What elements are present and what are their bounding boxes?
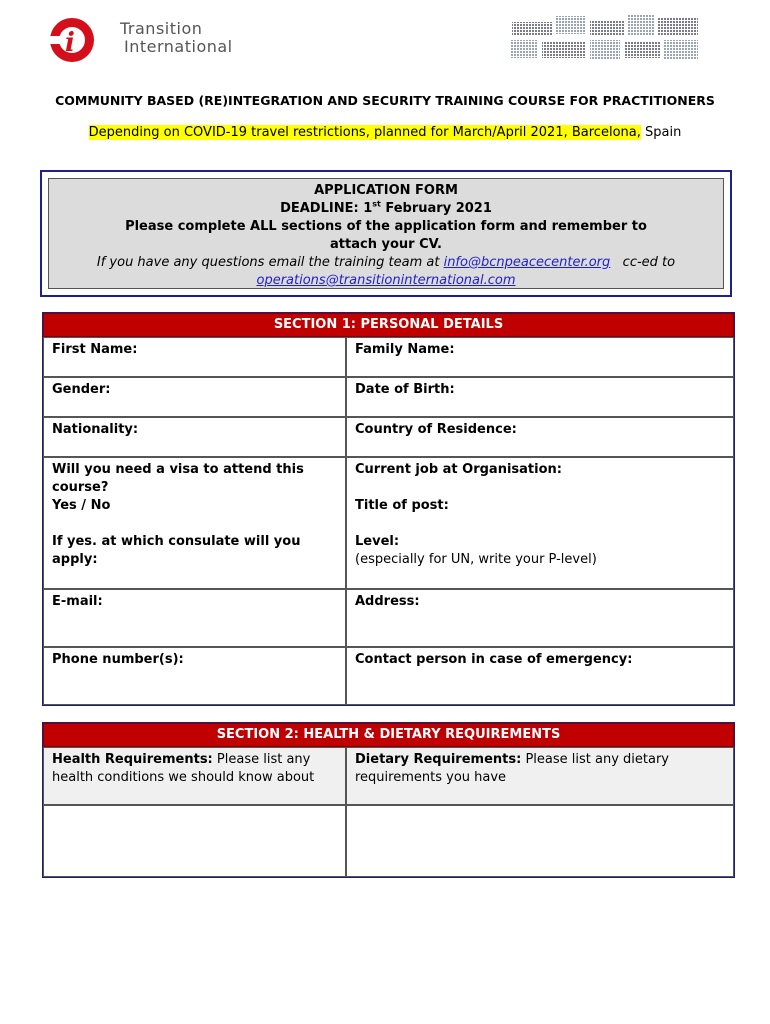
dob-label: Date of Birth: — [355, 382, 455, 397]
course-subtitle — [0, 125, 770, 140]
emergency-label: Contact person in case of emergency: — [355, 652, 633, 667]
contact-cc: cc-ed to — [610, 255, 676, 270]
partner-logo-icon — [508, 12, 704, 66]
diet-text: Please list any dietary requirements you have — [355, 752, 669, 785]
application-info-box — [40, 170, 732, 297]
gender-field[interactable] — [43, 377, 346, 417]
section2-health-dietary — [42, 722, 735, 878]
address-field[interactable] — [346, 589, 734, 647]
email-field[interactable] — [43, 589, 346, 647]
nationality-label: Nationality: — [52, 422, 139, 437]
section1-personal-details — [42, 312, 735, 706]
first-name-field[interactable] — [43, 337, 346, 377]
section2-header: SECTION 2: HEALTH & DIETARY REQUIREMENTS — [43, 723, 734, 747]
level-label: Level: — [355, 534, 400, 549]
dob-field[interactable] — [346, 377, 734, 417]
residence-label: Country of Residence: — [355, 422, 517, 437]
instruction: Please complete ALL sections of the application form and remember to attach your CV. — [125, 219, 647, 252]
deadline — [49, 200, 723, 218]
title-post-label: Title of post: — [355, 498, 449, 513]
section1-header: SECTION 1: PERSONAL DETAILS — [43, 313, 734, 337]
cc-line — [49, 272, 723, 290]
job-field[interactable] — [346, 457, 734, 589]
health-text: Please list any health conditions we should know about — [52, 752, 315, 785]
level-note: (especially for UN, write your P-level) — [355, 552, 597, 567]
nationality-field[interactable] — [43, 417, 346, 457]
logo-line-1: Transition — [120, 19, 203, 38]
deadline-prefix: DEADLINE: 1 — [280, 201, 373, 216]
deadline-sup: st — [372, 199, 381, 209]
diet-answer-field[interactable] — [346, 805, 734, 877]
cc-email-link[interactable]: operations@transitioninternational.com — [256, 273, 516, 288]
address-label: Address: — [355, 594, 420, 609]
transition-international-logo — [44, 14, 264, 66]
consulate-question: If yes. at which consulate will you apply: — [52, 534, 301, 567]
emergency-field[interactable] — [346, 647, 734, 705]
current-job-label: Current job at Organisation: — [355, 462, 562, 477]
email-label: E-mail: — [52, 594, 103, 609]
subtitle-rest: Spain — [640, 125, 682, 140]
phone-field[interactable] — [43, 647, 346, 705]
application-heading: APPLICATION FORM — [314, 183, 458, 198]
health-label: Health Requirements: — [52, 752, 213, 767]
application-info-inner — [48, 178, 724, 289]
svg-text:i: i — [65, 28, 75, 58]
subtitle-highlighted: Depending on COVID-19 travel restrictions, planned for March/April 2021, Barcelona, — [88, 125, 641, 140]
contact-email-link[interactable]: info@bcnpeacecenter.org — [443, 255, 611, 270]
contact-line — [49, 254, 723, 272]
phone-label: Phone number(s): — [52, 652, 184, 667]
visa-options: Yes / No — [52, 498, 111, 513]
health-prompt — [43, 747, 346, 805]
contact-prefix: If you have any questions email the training team at — [96, 255, 444, 270]
course-title: COMMUNITY BASED (RE)INTEGRATION AND SECURITY TRAINING COURSE FOR PRACTITIONERS — [55, 93, 715, 108]
family-name-label: Family Name: — [355, 342, 455, 357]
health-answer-field[interactable] — [43, 805, 346, 877]
logo-line-2: International — [124, 37, 233, 56]
visa-field[interactable] — [43, 457, 346, 589]
diet-prompt — [346, 747, 734, 805]
diet-label: Dietary Requirements: — [355, 752, 522, 767]
family-name-field[interactable] — [346, 337, 734, 377]
deadline-suffix: February 2021 — [380, 201, 492, 216]
visa-question: Will you need a visa to attend this course? — [52, 462, 304, 495]
residence-field[interactable] — [346, 417, 734, 457]
gender-label: Gender: — [52, 382, 111, 397]
ti-logo-mark-icon — [46, 16, 98, 64]
logo-wordmark — [120, 20, 233, 56]
first-name-label: First Name: — [52, 342, 138, 357]
